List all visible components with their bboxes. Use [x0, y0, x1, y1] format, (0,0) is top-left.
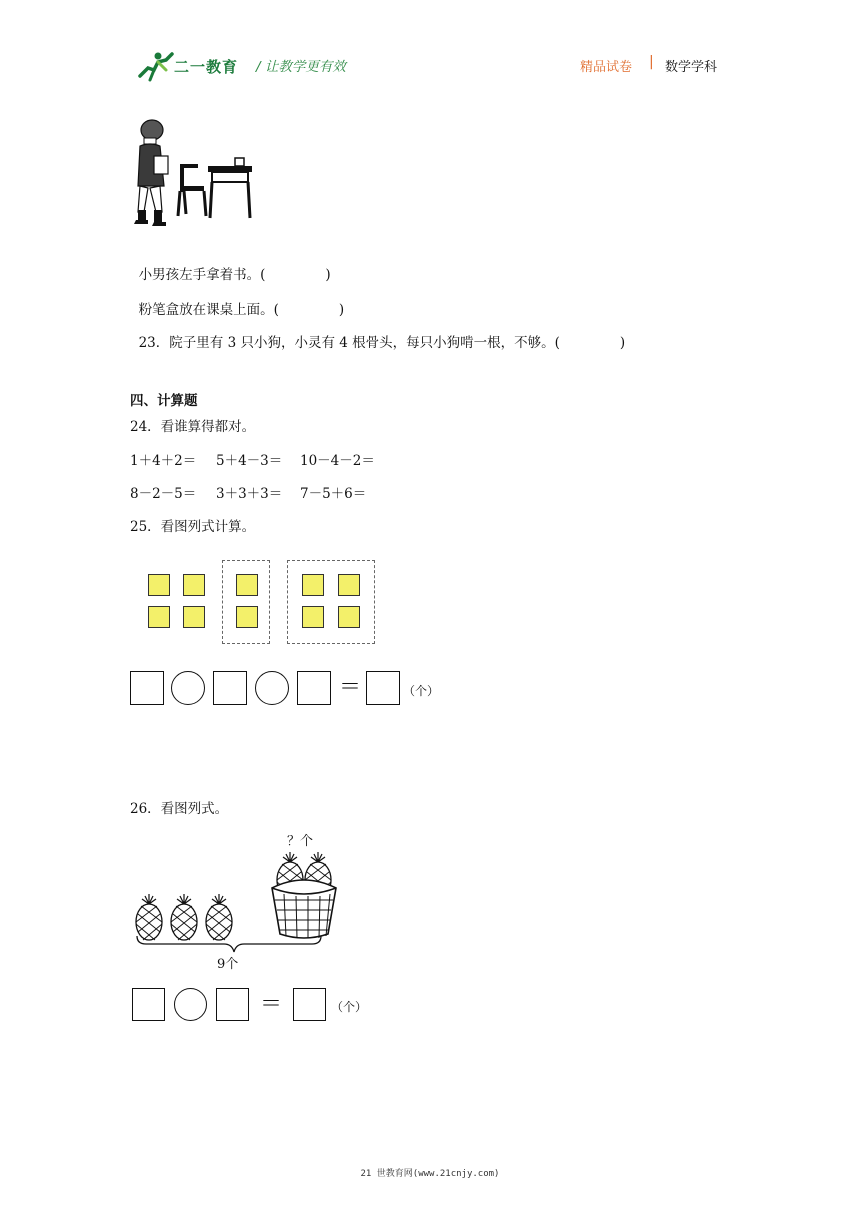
dashed-group-box: [287, 560, 375, 644]
pineapple-icon: [206, 894, 232, 940]
q22-item-a-text: 小男孩左手拿着书。(: [138, 267, 266, 283]
q23-text-main: 23．院子里有 3 只小狗，小灵有 4 根骨头，每只小狗啃一根，不够。(: [138, 335, 560, 351]
header-tag: 精品试卷: [580, 60, 633, 75]
yellow-square: [183, 606, 205, 628]
q25-title: 25．看图列式计算。: [130, 519, 256, 535]
q23-close: ): [619, 335, 626, 351]
answer-box[interactable]: [216, 988, 249, 1021]
operator-circle[interactable]: [255, 671, 289, 705]
answer-box[interactable]: [366, 671, 400, 705]
pineapple-basket-icon: [272, 852, 336, 938]
q24-expr-2: 5＋4－3＝: [216, 453, 283, 469]
unit-label: （个）: [403, 684, 440, 698]
answer-box[interactable]: [130, 671, 164, 705]
q26-title: 26．看图列式。: [130, 801, 229, 817]
yellow-square: [183, 574, 205, 596]
q24-expr-4: 8－2－5＝: [130, 486, 197, 502]
header-separator: |: [649, 54, 654, 70]
pineapple-icon: [136, 894, 162, 940]
q22-item-b-text: 粉笔盒放在课桌上面。(: [138, 302, 279, 318]
page-footer: 21 世教育网(www.21cnjy.com): [360, 1169, 500, 1179]
yellow-square: [338, 606, 360, 628]
yellow-square: [302, 574, 324, 596]
operator-circle[interactable]: [174, 988, 207, 1021]
answer-box[interactable]: [293, 988, 326, 1021]
header-subject: 数学学科: [665, 60, 718, 75]
answer-box[interactable]: [213, 671, 247, 705]
q24-title: 24．看谁算得都对。: [130, 419, 256, 435]
equals-sign: ＝: [260, 992, 283, 1017]
yellow-square: [236, 606, 258, 628]
q22-item-b: [130, 283, 344, 319]
runner-logo-icon: [136, 50, 176, 82]
q23-text: [130, 316, 625, 352]
answer-box[interactable]: [297, 671, 331, 705]
yellow-square: [338, 574, 360, 596]
boy-chair-desk-illustration: [130, 116, 258, 234]
question-count-label: ？个: [287, 834, 314, 849]
q22-item-b-close: ): [338, 302, 345, 318]
q24-expr-6: 7－5＋6＝: [300, 486, 367, 502]
q22-item-a: [130, 248, 331, 284]
yellow-square: [302, 606, 324, 628]
section-heading: 四、计算题: [130, 393, 198, 409]
unit-label: （个）: [331, 1000, 368, 1014]
equals-sign: ＝: [339, 675, 362, 700]
q24-expr-1: 1＋4＋2＝: [130, 453, 197, 469]
brand-slogan: / 让教学更有效: [256, 59, 346, 75]
yellow-square: [148, 574, 170, 596]
q24-expr-5: 3＋3＋3＝: [216, 486, 283, 502]
q22-item-a-close: ): [325, 267, 331, 283]
answer-box[interactable]: [132, 988, 165, 1021]
q24-expr-3: 10－4－2＝: [300, 453, 375, 469]
pineapple-figure: [132, 848, 342, 958]
brand-name: 二一教育: [174, 58, 239, 76]
dashed-group-box: [222, 560, 270, 644]
yellow-square: [148, 606, 170, 628]
total-count-label: 9个: [217, 957, 239, 972]
pineapple-icon: [171, 894, 197, 940]
operator-circle[interactable]: [171, 671, 205, 705]
yellow-square: [236, 574, 258, 596]
